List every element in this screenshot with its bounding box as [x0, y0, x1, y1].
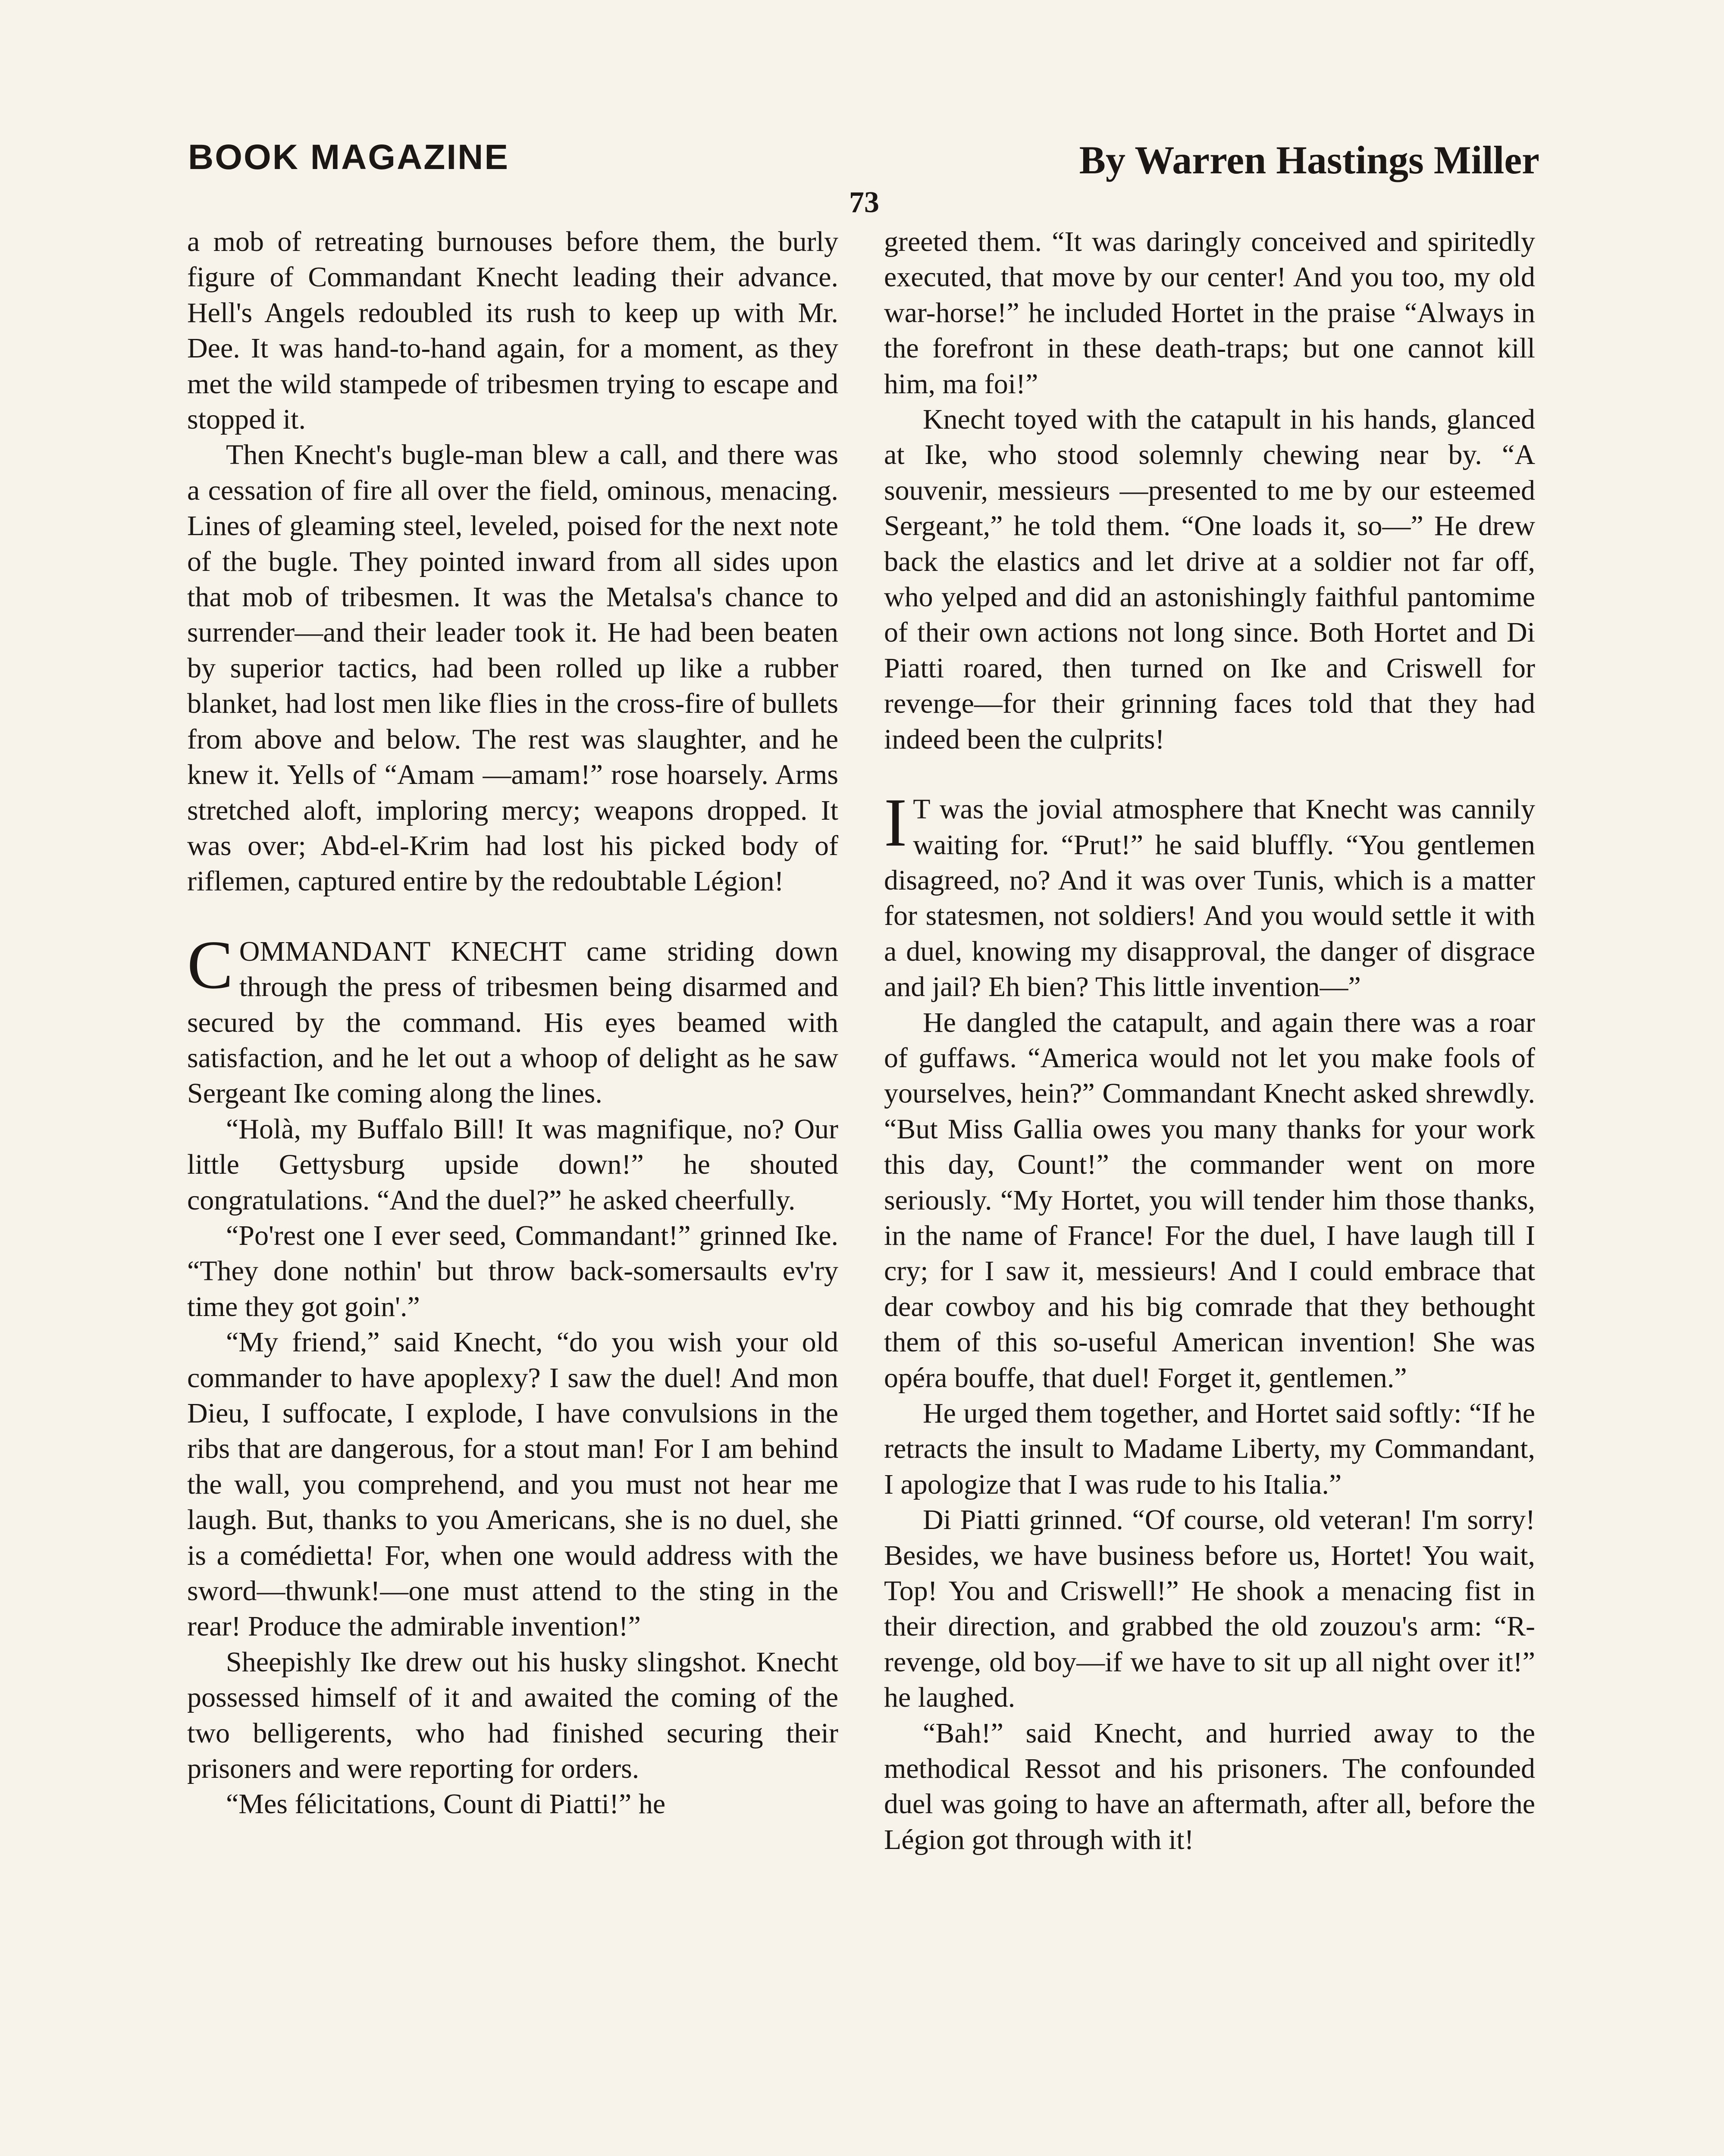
author-byline: By Warren Hastings Miller	[1079, 138, 1539, 182]
paragraph: He urged them together, and Hortet said softly: “If he retracts the insult to Madame Liberty, my Commandant, I apologize that I was rude to his Italia.”	[884, 1398, 1535, 1500]
magazine-title: BOOK MAGAZINE	[188, 138, 510, 177]
paragraph: Di Piatti grinned. “Of course, old veteran! I'm sorry! Besides, we have business before us, Hortet! You wait, Top! You and Criswell!” He shook a menacing fist in their direction, and grabbed the old zouzou's arm: “R-revenge, old boy—if we have to sit up all night over it!” he laughed.	[884, 1504, 1535, 1714]
paragraph: “Po'rest one I ever seed, Commandant!” grinned Ike. “They done nothin' but throw back-somersaults ev'ry time they got goin'.”	[187, 1219, 838, 1322]
paragraph: greeted them. “It was daringly conceived and spiritedly executed, that move by our center! And you too, my old war-horse!” he included Hortet in the praise “Always in the forefront in these death-traps; but one cannot kill him, ma foi!”	[884, 226, 1535, 400]
paragraph-text: OMMANDANT KNECHT came striding down through the press of tribesmen being disarmed and secured by the command. His eyes beamed with satisfaction, and he let out a whoop of delight as he saw Sergeant Ike coming along the lines.	[187, 935, 838, 1109]
drop-cap: I	[884, 784, 907, 861]
paragraph: “Bah!” said Knecht, and hurried away to the methodical Ressot and his prisoners. The confounded duel was going to have an aftermath, after all, before the Légion got through with it!	[884, 1717, 1535, 1855]
drop-cap: C	[187, 926, 233, 1003]
right-column	[884, 224, 1535, 1858]
paragraph: “Holà, my Buffalo Bill! It was magnifique, no? Our little Gettysburg upside down!” he shouted congratulations. “And the duel?” he asked cheerfully.	[187, 1113, 838, 1216]
paragraph: a mob of retreating burnouses before them, the burly figure of Commandant Knecht leading their advance. Hell's Angels redoubled its rush to keep up with Mr. Dee. It was hand-to-hand again, for a moment, as they met the wild stampede of tribesmen trying to escape and stopped it.	[187, 226, 838, 436]
left-column	[187, 224, 838, 1822]
paragraph: “My friend,” said Knecht, “do you wish your old commander to have apoplexy? I saw the duel! And mon Dieu, I suffocate, I explode, I have convulsions in the ribs that are dangerous, for a stout man! For I am behind the wall, you comprehend, and you must not hear me laugh. But, thanks to you Americans, she is no duel, she is a comédietta! For, when one would address with the sword—thwunk!—one must attend to the sting in the rear! Produce the admirable invention!”	[187, 1326, 838, 1642]
section-paragraph	[187, 926, 838, 1112]
paragraph: Sheepishly Ike drew out his husky slingshot. Knecht possessed himself of it and awaited the coming of the two belligerents, who had finished securing their prisoners and were reporting for orders.	[187, 1646, 838, 1785]
section-paragraph	[884, 784, 1535, 1005]
page-number: 73	[849, 186, 879, 219]
paragraph: He dangled the catapult, and again there was a roar of guffaws. “America would not let you make fools of yourselves, hein?” Commandant Knecht asked shrewdly. “But Miss Gallia owes you many thanks for your work this day, Count!” the commander went on more seriously. “My Hortet, you will tender him those thanks, in the name of France! For the duel, I have laugh till I cry; for I saw it, messieurs! And I could embrace that dear cowboy and his big comrade that they bethought them of this so-useful American invention! She was opéra bouffe, that duel! Forget it, gentlemen.”	[884, 1006, 1535, 1394]
paragraph-text: T was the jovial atmosphere that Knecht was cannily waiting for. “Prut!” he said bluffly. “You gentlemen disagreed, no? And it was over Tunis, which is a matter for statesmen, not soldiers! And you would settle it with a duel, knowing my disapproval, the danger of disgrace and jail? Eh bien? This little invention—”	[884, 793, 1535, 1003]
paragraph: “Mes félicitations, Count di Piatti!” he	[226, 1788, 666, 1820]
paragraph: Knecht toyed with the catapult in his hands, glanced at Ike, who stood solemnly chewing near by. “A souvenir, messieurs —presented to me by our esteemed Sergeant,” he told them. “One loads it, so—” He drew back the elastics and let drive at a soldier not far off, who yelped and did an astonishingly faithful pantomime of their own actions not long since. Both Hortet and Di Piatti roared, then turned on Ike and Criswell for revenge—for their grinning faces told that they had indeed been the culprits!	[884, 404, 1535, 755]
paragraph: Then Knecht's bugle-man blew a call, and there was a cessation of fire all over the field, ominous, menacing. Lines of gleaming steel, leveled, poised for the next note of the bugle. They pointed inward from all sides upon that mob of tribesmen. It was the Metalsa's chance to surrender—and their leader took it. He had been beaten by superior tactics, had been rolled up like a rubber blanket, had lost men like flies in the cross-fire of bullets from above and below. The rest was slaughter, and he knew it. Yells of “Amam —amam!” rose hoarsely. Arms stretched aloft, imploring mercy; weapons dropped. It was over; Abd-el-Krim had lost his picked body of riflemen, captured entire by the redoubtable Légion!	[187, 439, 838, 897]
